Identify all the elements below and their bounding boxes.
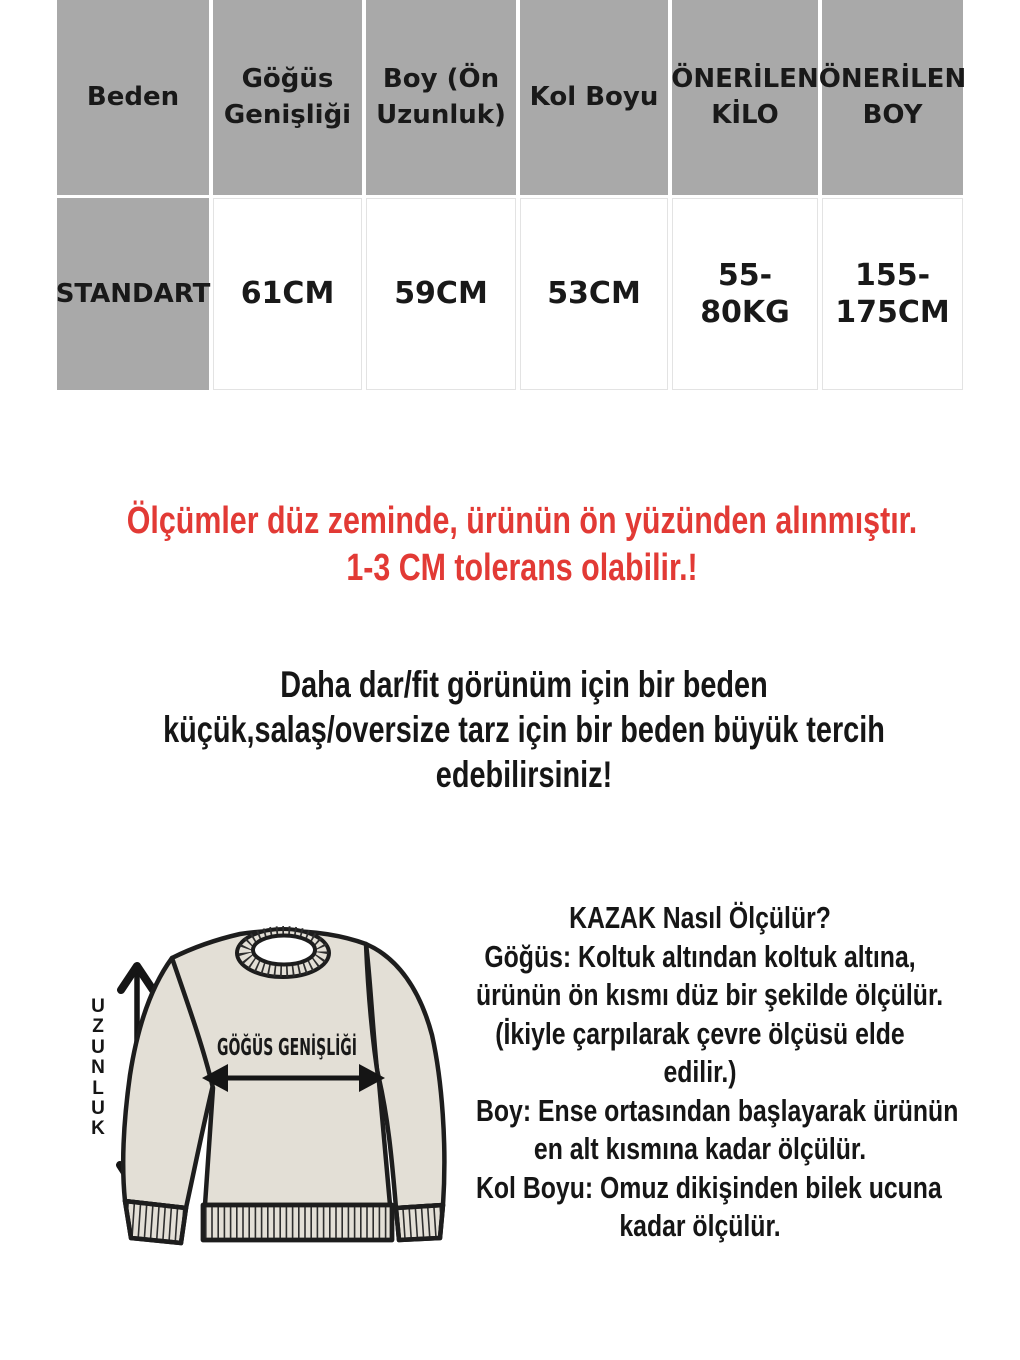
cell-gogus-genisligi: 61CM [213,198,362,390]
tolerance-note-line: Ölçümler düz zeminde, ürünün ön yüzünden alınmıştır. [126,500,918,542]
sweater-illustration [123,929,448,1243]
fit-advice-line: küçük,salaş/oversize tarz için bir beden büyük tercih [163,709,885,750]
fit-advice-line: Daha dar/fit görünüm için bir beden [280,664,768,705]
instruction-line: (İkiyle çarpılarak çevre ölçüsü elde [495,1015,905,1051]
header-boy-on-uzunluk: Boy (Ön Uzunluk) [366,0,516,195]
header-beden: Beden [57,0,209,195]
instruction-line: edilir.) [663,1054,737,1089]
header-gogus-genisligi: Göğüs Genişliği [213,0,362,195]
tolerance-note-line: 1-3 CM tolerans olabilir.! [346,547,698,589]
instruction-line: Göğüs: Koltuk altından koltuk altına, [484,938,916,974]
size-table [55,0,967,390]
measurement-instructions [476,899,959,1246]
instruction-line: kadar ölçülür. [619,1208,781,1243]
instruction-line: Kol Boyu: Omuz dikişinden bilek ucuna [476,1169,942,1205]
cell-onerilen-boy: 155-175CM [822,198,963,390]
fit-advice [126,662,922,797]
instruction-title: KAZAK Nasıl Ölçülür? [569,900,831,935]
cell-kol-boyu: 53CM [520,198,668,390]
header-onerilen-boy: ÖNERİLEN BOY [822,0,963,195]
header-onerilen-kilo: ÖNERİLEN KİLO [672,0,818,195]
cell-beden: STANDART [57,198,209,390]
cell-onerilen-kilo: 55-80KG [672,198,818,390]
fit-advice-line: edebilirsiniz! [435,754,613,795]
length-label: UZUNLUK [91,996,105,1140]
tolerance-note [114,498,930,592]
header-kol-boyu: Kol Boyu [520,0,668,195]
instruction-line: Boy: Ense ortasından başlayarak ürünün [476,1092,959,1128]
cell-boy-on-uzunluk: 59CM [366,198,516,390]
instruction-line: ürünün ön kısmı düz bir şekilde ölçülür. [476,977,944,1012]
sweater-measurement-diagram [80,890,470,1270]
sweater-collar [237,929,329,977]
chest-width-label: GÖĞÜS GENİŞLİĞİ [217,1035,448,1061]
instruction-line: en alt kısmına kadar ölçülür. [533,1131,867,1166]
